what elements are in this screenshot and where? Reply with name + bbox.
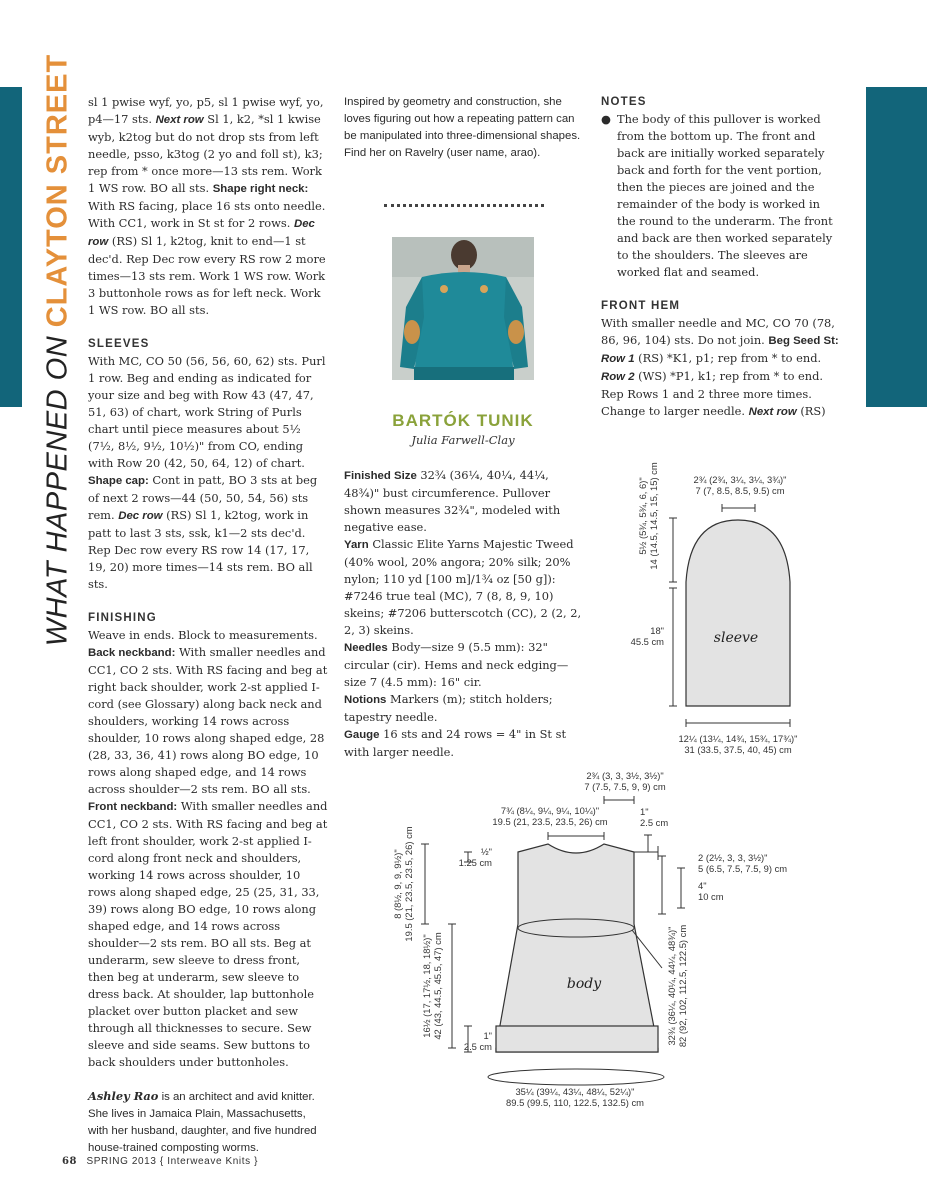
- pattern-specs: [344, 467, 584, 761]
- right-teal-bar: [866, 87, 927, 407]
- notions-spec: Notions Markers (m); stitch holders; tapestry needle.: [344, 692, 553, 724]
- pattern-title: BARTÓK TUNIK: [392, 411, 534, 430]
- needles-spec: Needles Body—size 9 (5.5 mm): 32" circular (cir). Hems and neck edging—size 7 (4.5 mm): 16" cir.: [344, 640, 569, 689]
- finishing-heading: FINISHING: [88, 612, 157, 624]
- body-neck-dim: 7¾ (8¼, 9¼, 9¼, 10¼)" 19.5 (21, 23.5, 23.5, 26) cm: [492, 805, 608, 827]
- section-title-prefix: WHAT HAPPENED ON: [41, 335, 74, 647]
- designer-name: Julia Farwell-Clay: [411, 433, 515, 447]
- note-item: ● The body of this pullover is worked from the bottom up. The front and back are initially worked separately back and forth for the vent portion, then the pieces are joined and the remainder of the body is worked in the round to the underarm. The front and back are then worked separately to the shoulders. The sleeves are worked flat and seamed.: [601, 112, 833, 279]
- gauge-spec: Gauge 16 sts and 24 rows = 4" in St st with larger needle.: [344, 727, 567, 759]
- section-title: [42, 54, 75, 646]
- dotted-divider: [384, 204, 544, 207]
- magazine-name: { Interweave Knits }: [159, 1156, 259, 1167]
- garment-photo: [392, 237, 534, 380]
- author-bio-continued: Inspired by geometry and construction, she loves figuring out how a repeating pattern can be manipulated into three-dimensional shapes. Find her on Ravelry (user name, arao).: [344, 96, 581, 159]
- body-slope-dim: 2 (2½, 3, 3, 3½)" 5 (6.5, 7.5, 7.5, 9) cm: [698, 852, 788, 874]
- front-hem-heading: FRONT HEM: [601, 300, 681, 312]
- page-number: 68: [62, 1156, 78, 1167]
- notes-heading: NOTES: [601, 96, 647, 108]
- sleeve-label: sleeve: [713, 630, 759, 646]
- body-frontneck-dim: ½" 1.25 cm: [458, 846, 492, 868]
- front-hem-text: With smaller needle and MC, CO 70 (78, 86, 96, 104) sts. Do not join. Beg Seed St: Row 1 (RS) *K1, p1; rep from * to end. Row 2 (WS) *P1, k1; rep from * to end. Rep Rows 1 and 2 three more times. Change to larger needle. Next row (RS): [601, 316, 839, 418]
- sleeves-heading: SLEEVES: [88, 338, 150, 350]
- bullet-icon: ●: [601, 112, 611, 126]
- sleeve-cap-dim: 5½ (5¾, 5¾, 6, 6)" 14 (14.5, 14.5, 15, 15) cm: [637, 462, 659, 570]
- body-hem-dim: 1" 2.5 cm: [463, 1030, 492, 1052]
- finished-size: Finished Size 32¾ (36¼, 40¼, 44¼, 48¾)" bust circumference. Pullover shown measures 32¾", modeled with negative ease.: [344, 468, 561, 534]
- body-hip-dim: 35¼ (39¼, 43¼, 48¼, 52¼)" 89.5 (99.5, 110, 122.5, 132.5) cm: [506, 1086, 644, 1108]
- yarn-spec: Yarn Classic Elite Yarns Majestic Tweed (40% wool, 20% angora; 20% silk; 20% nylon; 110 yd [100 m]/1¾ oz [50 g]): #7246 true teal (MC), 7 (8, 8, 9, 10) skeins; #7206 butterscotch (CC), 2 (2, 2, 2, 3) skeins.: [344, 537, 582, 637]
- left-teal-bar: [0, 87, 22, 407]
- page-footer: [62, 1156, 258, 1167]
- sleeve-length-dim: 18" 45.5 cm: [630, 625, 664, 647]
- body-length-dim: 16½ (17, 17½, 18, 18½)" 42 (43, 44.5, 45.5, 47) cm: [421, 932, 443, 1040]
- body-yoke-dim: 4" 10 cm: [698, 880, 724, 902]
- body-label: body: [566, 976, 602, 992]
- author-bio: Ashley Rao is an architect and avid knitter. She lives in Jamaica Plain, Massachusetts, with her husband, daughter, and five hundred house-trained composting worms.: [88, 1089, 317, 1154]
- column-2: [344, 94, 584, 162]
- body-schematic: [400, 790, 860, 1120]
- sleeve-bottom-dim: 12¼ (13¼, 14¾, 15¾, 17¾)" 31 (33.5, 37.5, 40, 45) cm: [678, 733, 798, 755]
- column-1: [88, 94, 328, 1157]
- column-3: [601, 94, 841, 421]
- sleeves-text: With MC, CO 50 (56, 56, 60, 62) sts. Purl 1 row. Beg and ending as indicated for your size and beg with Row 43 (47, 47, 51, 63) of chart, work String of Purls chart until piece measures about 5½ (7½, 8½, 9½, 10½)" from CO, ending with Row 20 (42, 50, 64, 12) of chart. Shape cap: Cont in patt, BO 3 sts at beg of next 2 rows—44 (50, 50, 54, 56) sts rem. Dec row (RS) Sl 1, k2tog, work in patt to last 3 sts, ssk, k1—2 sts dec'd. Rep Dec row every RS row 14 (17, 17, 19, 20) more times—14 sts rem. BO all sts.: [88, 354, 326, 591]
- body-shoulder-dim: 2¾ (3, 3, 3½, 3½)" 7 (7.5, 7.5, 9, 9) cm: [584, 770, 666, 792]
- body-bust-dim: 32¾ (36¼, 40¼, 44¼, 48¾)" 82 (92, 102, 112.5, 122.5) cm: [666, 924, 688, 1048]
- finishing-text: Weave in ends. Block to measurements. Back neckband: With smaller needles and CC1, CO 2 sts. With RS facing and beg at right back shoulder, work 2-st applied I-cord (see Glossary) along back neck and shoulders, working 14 rows across shoulder, 10 rows along shaped edge, 28 (28, 33, 36, 41) rows along BO edge, 10 rows along shaped edge, and 14 rows across shoulder—2 sts rem. BO all sts. Front neckband: With smaller needles and CC1, CO 2 sts. With RS facing and beg at left front shoulder, work 2-st applied I-cord along front neck and shoulders, working 14 rows across shoulder, 10 rows along shaped edge, 25 (25, 31, 33, 39) rows along BO edge, 10 rows along shaped edge, and 14 rows across shoulder—2 sts rem. BO all sts. Beg at underarm, sew sleeve to dress front, then beg at underarm, sew sleeve to dress back. At shoulder, lap buttonhole placket over button placket and sew through all thicknesses to secure. Sew sleeve and side seams. Sew buttons to back shoulders under buttonholes.: [88, 628, 328, 1069]
- body-armhole-dim: 8 (8½, 9, 9, 9½)" 19.5 (21, 23.5, 23.5, 26) cm: [392, 826, 414, 942]
- issue-date: SPRING 2013: [86, 1156, 157, 1167]
- body-backneck-dim: 1" 2.5 cm: [640, 806, 669, 828]
- section-title-street: CLAYTON STREET: [41, 53, 74, 328]
- paragraph-continued: sl 1 pwise wyf, yo, p5, sl 1 pwise wyf, yo, p4—17 sts. Next row Sl 1, k2, *sl 1 kwise wyb, k2tog but do not drop sts from left needle, psso, k3tog (2 yo and foll st), k3; rep from * once more—13 sts rem. Work 1 WS row. BO all sts. Shape right neck: With RS facing, place 16 sts onto needle. With CC1, work in St st for 2 rows. Dec row (RS) Sl 1, k2tog, knit to end—1 st dec'd. Rep Dec row every RS row 2 more times—13 sts rem. Work 1 WS row. Work 3 buttonhole rows as for left neck. Work 1 WS row. BO all sts.: [88, 95, 326, 317]
- sleeve-top-dim: 2¾ (2¾, 3¼, 3¼, 3¾)" 7 (7, 8.5, 8.5, 9.5) cm: [693, 474, 787, 496]
